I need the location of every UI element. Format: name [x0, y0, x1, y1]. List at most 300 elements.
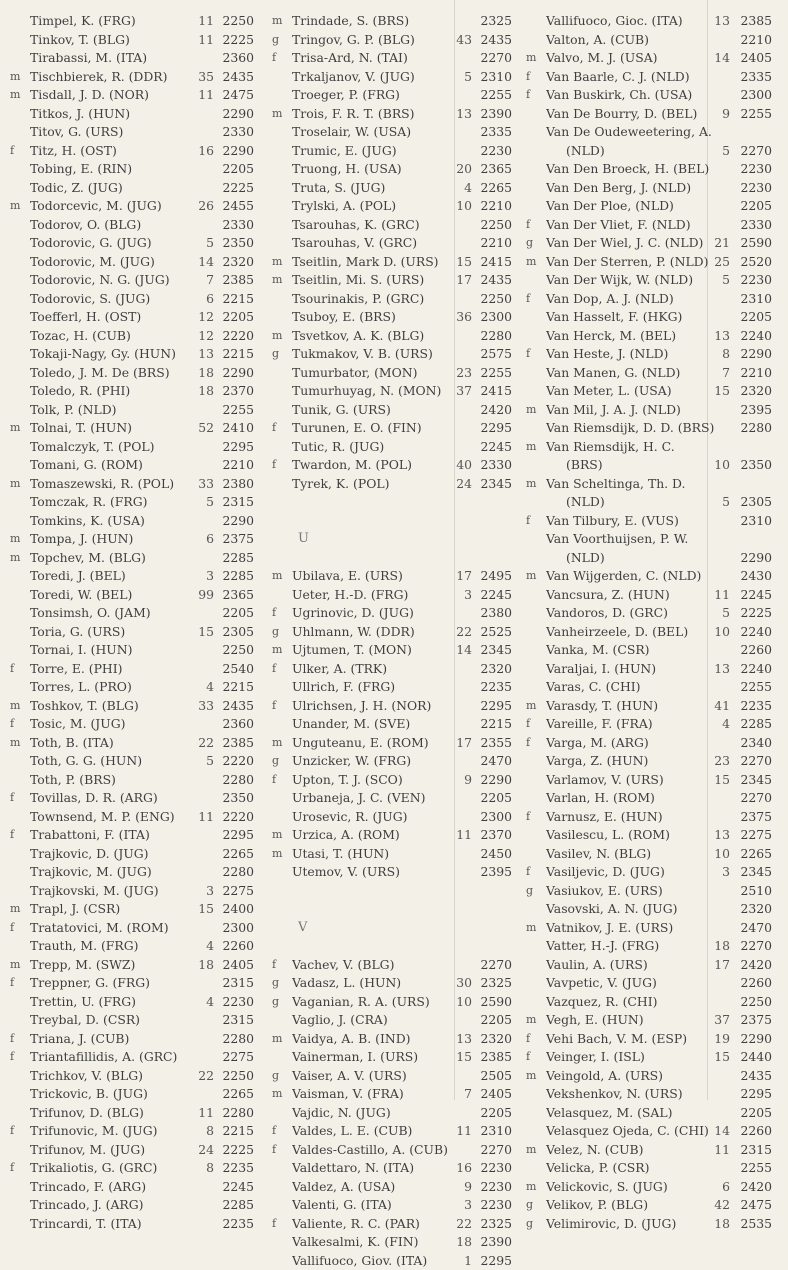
player-name: Trincado, J. (ARG)	[30, 1196, 190, 1215]
player-name: Van Baarle, C. J. (NLD)	[546, 68, 720, 87]
rating-value: 2225	[220, 1141, 254, 1160]
list-item	[272, 697, 520, 716]
games-count: 6	[708, 1178, 730, 1197]
title-mark: g	[526, 882, 544, 901]
rating-value: 2590	[478, 993, 512, 1012]
games-count: 14	[708, 1122, 730, 1141]
list-item	[272, 974, 520, 993]
title-mark: f	[10, 715, 28, 734]
list-item	[526, 974, 784, 993]
games-count: 22	[190, 734, 214, 753]
rating-value: 2505	[478, 1067, 512, 1086]
games-count: 10	[452, 197, 472, 216]
rating-value: 2435	[478, 31, 512, 50]
list-item	[10, 401, 268, 420]
rating-value: 2355	[478, 734, 512, 753]
player-name: Trickovic, B. (JUG)	[30, 1085, 190, 1104]
rating-value: 2365	[220, 586, 254, 605]
player-name: Tomaszewski, R. (POL)	[30, 475, 190, 494]
list-item	[526, 900, 784, 919]
title-mark: m	[272, 12, 290, 31]
player-name: Todic, Z. (JUG)	[30, 179, 190, 198]
rating-value: 2310	[738, 512, 772, 531]
player-name: Varlamov, V. (URS)	[546, 771, 720, 790]
games-count: 8	[190, 1159, 214, 1178]
games-count: 12	[190, 308, 214, 327]
games-count: 3	[190, 567, 214, 586]
games-count: 37	[708, 1011, 730, 1030]
player-name: Van Den Broeck, H. (BEL)	[546, 160, 720, 179]
player-name: Van Hasselt, F. (HKG)	[546, 308, 720, 327]
player-name: Triantafillidis, A. (GRC)	[30, 1048, 190, 1067]
player-name: Varlan, H. (ROM)	[546, 789, 720, 808]
rating-value: 2265	[220, 845, 254, 864]
player-name: Van De Oudeweetering, A.	[546, 123, 720, 142]
rating-value: 2215	[220, 1122, 254, 1141]
player-name: Toria, G. (URS)	[30, 623, 190, 642]
rating-value: 2235	[738, 697, 772, 716]
rating-value: 2290	[478, 771, 512, 790]
games-count: 5	[190, 752, 214, 771]
rating-value: 2250	[478, 216, 512, 235]
rating-value: 2375	[738, 808, 772, 827]
player-name: Vachev, V. (BLG)	[292, 956, 462, 975]
list-item	[272, 86, 520, 105]
rating-value: 2205	[738, 1104, 772, 1123]
rating-value: 2350	[220, 234, 254, 253]
list-item	[10, 364, 268, 383]
player-name: Tokaji-Nagy, Gy. (HUN)	[30, 345, 190, 364]
title-mark: m	[526, 1011, 544, 1030]
rating-value: 2305	[220, 623, 254, 642]
rating-value: 2285	[220, 1196, 254, 1215]
rating-value: 2320	[220, 253, 254, 272]
player-name: Van Buskirk, Ch. (USA)	[546, 86, 720, 105]
games-count: 14	[190, 253, 214, 272]
list-item	[526, 678, 784, 697]
list-item	[526, 660, 784, 679]
list-item	[526, 882, 784, 901]
player-name: Turunen, E. O. (FIN)	[292, 419, 462, 438]
list-item	[272, 1159, 520, 1178]
section-letter: U	[298, 530, 468, 549]
player-name: Trauth, M. (FRG)	[30, 937, 190, 956]
player-name: Treybal, D. (CSR)	[30, 1011, 190, 1030]
list-item	[526, 197, 784, 216]
player-name: Torres, L. (PRO)	[30, 678, 190, 697]
player-name: Timpel, K. (FRG)	[30, 12, 190, 31]
rating-value: 2320	[738, 382, 772, 401]
list-item	[10, 1048, 268, 1067]
title-mark: m	[272, 105, 290, 124]
title-mark: f	[526, 1030, 544, 1049]
title-mark: f	[526, 216, 544, 235]
title-mark: m	[526, 919, 544, 938]
title-mark: f	[10, 1159, 28, 1178]
rating-value: 2370	[478, 826, 512, 845]
games-count: 3	[708, 863, 730, 882]
title-mark: f	[526, 1048, 544, 1067]
player-name: Toledo, J. M. De (BRS)	[30, 364, 190, 383]
player-name: Tringov, G. P. (BLG)	[292, 31, 462, 50]
list-item	[526, 1159, 784, 1178]
rating-value: 2230	[220, 993, 254, 1012]
rating-value: 2245	[478, 586, 512, 605]
list-item	[272, 771, 520, 790]
player-name: Trois, F. R. T. (BRS)	[292, 105, 462, 124]
rating-value: 2300	[478, 808, 512, 827]
rating-value: 2345	[738, 863, 772, 882]
rating-value: 2230	[738, 160, 772, 179]
list-item	[272, 623, 520, 642]
rating-value: 2440	[738, 1048, 772, 1067]
player-name: Toredi, W. (BEL)	[30, 586, 190, 605]
list-item	[10, 419, 268, 438]
player-name: Urbaneja, J. C. (VEN)	[292, 789, 462, 808]
list-item	[526, 567, 784, 586]
player-name: Tomani, G. (ROM)	[30, 456, 190, 475]
games-count: 15	[708, 771, 730, 790]
rating-value: 2380	[220, 475, 254, 494]
list-item	[10, 475, 268, 494]
rating-value: 2280	[220, 863, 254, 882]
player-name: Tumurhuyag, N. (MON)	[292, 382, 462, 401]
list-item	[526, 697, 784, 716]
player-name: Varas, C. (CHI)	[546, 678, 720, 697]
list-item	[526, 234, 784, 253]
rating-value: 2420	[478, 401, 512, 420]
rating-value: 2250	[738, 993, 772, 1012]
list-item	[272, 364, 520, 383]
rating-value: 2295	[478, 419, 512, 438]
player-name: Tsourinakis, P. (GRC)	[292, 290, 462, 309]
title-mark: m	[272, 1030, 290, 1049]
list-item	[272, 1030, 520, 1049]
rating-value: 2255	[220, 401, 254, 420]
list-item	[526, 327, 784, 346]
list-item	[272, 1252, 520, 1270]
player-name: Tyrek, K. (POL)	[292, 475, 462, 494]
list-item	[526, 1178, 784, 1197]
games-count: 30	[452, 974, 472, 993]
player-name: Todorovic, G. (JUG)	[30, 234, 190, 253]
title-mark: m	[526, 438, 544, 457]
list-item	[272, 752, 520, 771]
rating-value: 2235	[220, 1215, 254, 1234]
list-item	[526, 345, 784, 364]
player-name: Van Meter, L. (USA)	[546, 382, 720, 401]
rating-value: 2380	[478, 604, 512, 623]
player-name: Vanheirzeele, D. (BEL)	[546, 623, 720, 642]
games-count: 4	[452, 179, 472, 198]
rating-value: 2205	[478, 1104, 512, 1123]
list-item	[526, 752, 784, 771]
rating-value: 2395	[738, 401, 772, 420]
rating-value: 2295	[220, 438, 254, 457]
rating-value: 2210	[220, 456, 254, 475]
list-item	[10, 105, 268, 124]
title-mark: m	[272, 641, 290, 660]
player-name: Tisdall, J. D. (NOR)	[30, 86, 190, 105]
player-name: Toshkov, T. (BLG)	[30, 697, 190, 716]
player-name: Tsuboy, E. (BRS)	[292, 308, 462, 327]
title-mark: f	[10, 1122, 28, 1141]
rating-value: 2435	[478, 271, 512, 290]
title-mark: m	[272, 734, 290, 753]
rating-value: 2310	[478, 68, 512, 87]
title-mark: m	[272, 567, 290, 586]
list-item	[272, 1215, 520, 1234]
list-item	[526, 549, 784, 568]
player-name: Vaisman, V. (FRA)	[292, 1085, 462, 1104]
rating-value: 2270	[738, 789, 772, 808]
list-item	[526, 271, 784, 290]
player-name: Tsarouhas, K. (GRC)	[292, 216, 462, 235]
rating-value: 2385	[738, 12, 772, 31]
rating-value: 2365	[478, 160, 512, 179]
rating-value: 2470	[738, 919, 772, 938]
rating-value: 2225	[738, 604, 772, 623]
player-name: Trifunov, D. (BLG)	[30, 1104, 190, 1123]
title-mark: m	[10, 900, 28, 919]
games-count: 18	[190, 382, 214, 401]
title-mark: m	[272, 1085, 290, 1104]
list-item	[10, 290, 268, 309]
player-name: Vazquez, R. (CHI)	[546, 993, 720, 1012]
player-name: Valdes, L. E. (CUB)	[292, 1122, 462, 1141]
rating-value: 2285	[220, 567, 254, 586]
title-mark: g	[272, 31, 290, 50]
rating-value: 2255	[478, 86, 512, 105]
list-item	[10, 882, 268, 901]
games-count: 11	[190, 12, 214, 31]
title-mark: f	[10, 826, 28, 845]
list-item	[526, 789, 784, 808]
player-name: Tinkov, T. (BLG)	[30, 31, 190, 50]
player-name: Vasiljevic, D. (JUG)	[546, 863, 720, 882]
title-mark: f	[10, 789, 28, 808]
rating-value: 2280	[220, 1104, 254, 1123]
list-item	[272, 327, 520, 346]
title-mark: m	[526, 253, 544, 272]
rating-value: 2225	[220, 31, 254, 50]
player-name: Vajdic, N. (JUG)	[292, 1104, 462, 1123]
games-count: 35	[190, 68, 214, 87]
list-item	[10, 1085, 268, 1104]
games-count: 14	[708, 49, 730, 68]
list-item	[272, 179, 520, 198]
games-count: 24	[190, 1141, 214, 1160]
games-count: 13	[452, 1030, 472, 1049]
list-item	[10, 382, 268, 401]
player-name: Trikaliotis, G. (GRC)	[30, 1159, 190, 1178]
player-name: Valdettaro, N. (ITA)	[292, 1159, 462, 1178]
list-item	[526, 456, 784, 475]
list-item	[272, 49, 520, 68]
rating-value: 2255	[478, 364, 512, 383]
player-name: Varga, Z. (HUN)	[546, 752, 720, 771]
title-mark: g	[526, 1196, 544, 1215]
list-item	[272, 789, 520, 808]
list-item	[526, 382, 784, 401]
games-count: 7	[452, 1085, 472, 1104]
rating-value: 2540	[220, 660, 254, 679]
list-item	[10, 12, 268, 31]
list-item	[272, 419, 520, 438]
player-name: Vancsura, Z. (HUN)	[546, 586, 720, 605]
column-3	[526, 12, 784, 1100]
rating-value: 2230	[478, 1178, 512, 1197]
player-name: Toth, P. (BRS)	[30, 771, 190, 790]
title-mark: f	[10, 919, 28, 938]
player-name: Valvo, M. J. (USA)	[546, 49, 720, 68]
rating-value: 2385	[220, 271, 254, 290]
player-name: Vaglio, J. (CRA)	[292, 1011, 462, 1030]
list-item	[272, 715, 520, 734]
list-item	[10, 253, 268, 272]
rating-value: 2300	[478, 308, 512, 327]
player-name: Van Heste, J. (NLD)	[546, 345, 720, 364]
title-mark: f	[272, 604, 290, 623]
list-item	[526, 1141, 784, 1160]
title-mark: f	[272, 660, 290, 679]
player-name: Trettin, U. (FRG)	[30, 993, 190, 1012]
list-item	[10, 271, 268, 290]
list-item	[526, 993, 784, 1012]
rating-value: 2310	[738, 290, 772, 309]
rating-value: 2205	[220, 308, 254, 327]
games-count: 33	[190, 697, 214, 716]
list-item	[272, 438, 520, 457]
list-item	[272, 641, 520, 660]
rating-value: 2265	[738, 845, 772, 864]
rating-value: 2260	[738, 974, 772, 993]
title-mark: f	[526, 86, 544, 105]
rating-value: 2345	[738, 771, 772, 790]
list-item	[526, 604, 784, 623]
rating-value: 2450	[478, 845, 512, 864]
list-item	[10, 937, 268, 956]
games-count: 15	[452, 253, 472, 272]
rating-value: 2370	[220, 382, 254, 401]
title-mark: m	[10, 697, 28, 716]
games-count: 16	[452, 1159, 472, 1178]
rating-value: 2270	[478, 49, 512, 68]
games-count: 7	[190, 271, 214, 290]
list-item	[10, 327, 268, 346]
player-name: Ulker, A. (TRK)	[292, 660, 462, 679]
title-mark: f	[272, 771, 290, 790]
player-name: Van Scheltinga, Th. D.	[546, 475, 720, 494]
list-item	[272, 123, 520, 142]
player-name: Todorov, O. (BLG)	[30, 216, 190, 235]
title-mark: f	[272, 1122, 290, 1141]
list-item	[272, 512, 520, 531]
player-name: Tirabassi, M. (ITA)	[30, 49, 190, 68]
list-item	[526, 1067, 784, 1086]
list-item	[526, 1011, 784, 1030]
rating-value: 2215	[220, 290, 254, 309]
player-name: Vatter, H.-J. (FRG)	[546, 937, 720, 956]
player-name: Troeger, P. (FRG)	[292, 86, 462, 105]
list-item	[272, 863, 520, 882]
player-name: Van Mil, J. A. J. (NLD)	[546, 401, 720, 420]
rating-value: 2475	[738, 1196, 772, 1215]
rating-value: 2420	[738, 956, 772, 975]
list-item	[526, 808, 784, 827]
list-item	[272, 345, 520, 364]
player-name: Todorcevic, M. (JUG)	[30, 197, 190, 216]
rating-value: 2260	[738, 641, 772, 660]
list-item	[272, 31, 520, 50]
rating-value: 2335	[478, 123, 512, 142]
games-count: 18	[190, 956, 214, 975]
title-mark: m	[526, 49, 544, 68]
rating-value: 2290	[220, 142, 254, 161]
list-item	[272, 1178, 520, 1197]
list-item	[526, 419, 784, 438]
games-count: 40	[452, 456, 472, 475]
player-name: Van Tilbury, E. (VUS)	[546, 512, 720, 531]
rating-value: 2520	[738, 253, 772, 272]
rating-value: 2300	[220, 919, 254, 938]
rating-value: 2220	[220, 327, 254, 346]
rating-value: 2375	[220, 530, 254, 549]
player-name: Vainerman, I. (URS)	[292, 1048, 462, 1067]
games-count: 23	[452, 364, 472, 383]
rating-value: 2265	[478, 179, 512, 198]
list-item	[272, 253, 520, 272]
rating-value: 2230	[478, 142, 512, 161]
list-item	[272, 1011, 520, 1030]
list-item	[272, 808, 520, 827]
player-name: Velasquez Ojeda, C. (CHI)	[546, 1122, 720, 1141]
player-name: Tosic, M. (JUG)	[30, 715, 190, 734]
rating-value: 2325	[478, 12, 512, 31]
list-item	[10, 900, 268, 919]
rating-value: 2210	[478, 234, 512, 253]
rating-value: 2235	[220, 1159, 254, 1178]
title-mark: f	[10, 974, 28, 993]
list-item	[526, 863, 784, 882]
games-count: 13	[708, 660, 730, 679]
player-name: Velicka, P. (CSR)	[546, 1159, 720, 1178]
player-name: Ugrinovic, D. (JUG)	[292, 604, 462, 623]
rating-value: 2270	[478, 1141, 512, 1160]
rating-value: 2290	[738, 1030, 772, 1049]
games-count: 9	[452, 1178, 472, 1197]
player-name: Vallifuoco, Gioc. (ITA)	[546, 12, 720, 31]
list-item	[526, 845, 784, 864]
list-item	[526, 364, 784, 383]
player-name: Todorovic, M. (JUG)	[30, 253, 190, 272]
rating-value: 2290	[220, 105, 254, 124]
games-count: 17	[708, 956, 730, 975]
rating-value: 2320	[738, 900, 772, 919]
games-count: 14	[452, 641, 472, 660]
rating-value: 2230	[478, 1196, 512, 1215]
list-item	[10, 438, 268, 457]
player-name: Velickovic, S. (JUG)	[546, 1178, 720, 1197]
games-count: 42	[708, 1196, 730, 1215]
player-name: Van Herck, M. (BEL)	[546, 327, 720, 346]
rating-value: 2235	[478, 678, 512, 697]
list-item	[272, 586, 520, 605]
rating-value: 2240	[738, 327, 772, 346]
list-item	[526, 715, 784, 734]
rating-value: 2350	[220, 789, 254, 808]
title-mark: m	[10, 549, 28, 568]
